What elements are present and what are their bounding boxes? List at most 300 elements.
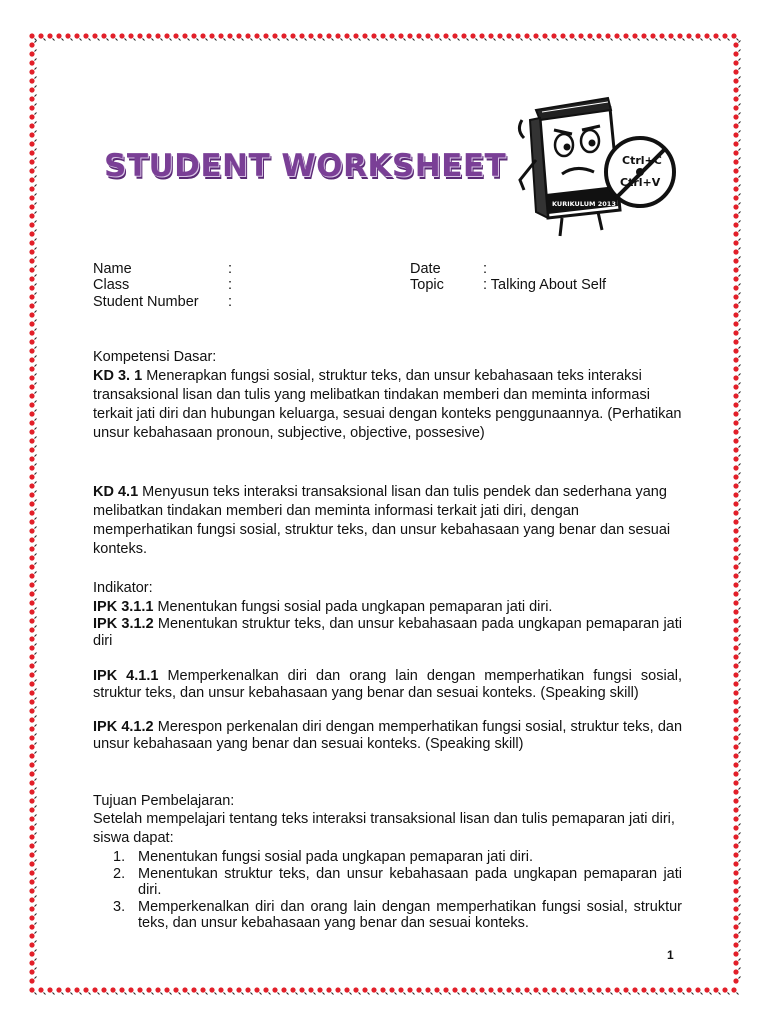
border-dot <box>29 897 34 902</box>
border-dot <box>733 978 738 983</box>
border-dot <box>29 303 34 308</box>
border-dot <box>733 924 738 929</box>
border-pin <box>739 590 741 592</box>
border-dot <box>605 33 610 38</box>
border-dot <box>29 447 34 452</box>
border-pin <box>494 993 496 995</box>
border-dot <box>713 33 718 38</box>
border-pin <box>739 779 741 781</box>
border-pin <box>739 284 741 286</box>
border-pin <box>539 993 541 995</box>
ipk-4-1-1-code: IPK 4.1.1 <box>93 668 159 684</box>
border-pin <box>739 275 741 277</box>
border-dot <box>218 987 223 992</box>
border-dot <box>733 438 738 443</box>
border-dot <box>632 987 637 992</box>
border-dot <box>155 33 160 38</box>
border-dot <box>245 987 250 992</box>
border-dot <box>137 33 142 38</box>
border-pin <box>224 993 226 995</box>
border-pin <box>739 563 741 565</box>
list-item-text: Menentukan fungsi sosial pada ungkapan pemaparan jati diri. <box>138 849 533 865</box>
border-dot <box>733 105 738 110</box>
border-dot <box>29 843 34 848</box>
border-pin <box>35 941 37 943</box>
border-dot <box>733 195 738 200</box>
border-pin <box>739 959 741 961</box>
border-dot <box>317 33 322 38</box>
border-pin <box>197 993 199 995</box>
border-pin <box>107 39 109 41</box>
border-pin <box>296 993 298 995</box>
border-dot <box>461 987 466 992</box>
border-pin <box>575 993 577 995</box>
border-dot <box>614 33 619 38</box>
border-dot <box>641 987 646 992</box>
border-dot <box>29 402 34 407</box>
border-pin <box>35 248 37 250</box>
border-dot <box>65 33 70 38</box>
border-pin <box>35 113 37 115</box>
border-pin <box>323 993 325 995</box>
border-pin <box>719 993 721 995</box>
border-dot <box>733 681 738 686</box>
border-dot <box>56 987 61 992</box>
kd-3-1-code: KD 3. 1 <box>93 368 143 384</box>
border-dot <box>733 366 738 371</box>
border-pin <box>739 716 741 718</box>
border-dot <box>317 987 322 992</box>
border-dot <box>578 987 583 992</box>
border-pin <box>35 752 37 754</box>
border-pin <box>739 671 741 673</box>
border-dot <box>587 33 592 38</box>
border-dot <box>733 699 738 704</box>
border-dot <box>733 312 738 317</box>
border-dot <box>733 672 738 677</box>
border-pin <box>739 473 741 475</box>
border-dot <box>29 510 34 515</box>
border-pin <box>170 993 172 995</box>
border-pin <box>35 59 37 61</box>
ipk-3-1-2-paragraph <box>93 616 682 650</box>
border-pin <box>71 39 73 41</box>
border-pin <box>739 338 741 340</box>
border-dot <box>733 456 738 461</box>
border-dot <box>733 843 738 848</box>
border-dot <box>74 33 79 38</box>
border-dot <box>398 987 403 992</box>
border-dot <box>29 339 34 344</box>
border-dot <box>733 303 738 308</box>
border-dot <box>209 987 214 992</box>
border-pin <box>35 608 37 610</box>
border-dot <box>733 618 738 623</box>
border-dot <box>733 87 738 92</box>
border-pin <box>739 644 741 646</box>
border-dot <box>29 681 34 686</box>
border-pin <box>197 39 199 41</box>
border-pin <box>739 698 741 700</box>
border-dot <box>29 33 34 38</box>
border-pin <box>350 993 352 995</box>
border-pin <box>739 437 741 439</box>
border-dot <box>524 33 529 38</box>
border-dot <box>29 717 34 722</box>
border-pin <box>458 39 460 41</box>
border-dot <box>47 33 52 38</box>
border-pin <box>575 39 577 41</box>
border-dot <box>29 177 34 182</box>
border-pin <box>377 39 379 41</box>
border-pin <box>584 39 586 41</box>
border-dot <box>695 33 700 38</box>
border-pin <box>739 932 741 934</box>
student-number-label: Student Number <box>93 294 199 310</box>
border-dot <box>92 33 97 38</box>
border-dot <box>733 465 738 470</box>
border-dot <box>425 33 430 38</box>
border-dot <box>83 987 88 992</box>
ipk-3-1-1-paragraph <box>93 599 682 616</box>
border-pin <box>35 77 37 79</box>
border-dot <box>308 987 313 992</box>
border-pin <box>739 419 741 421</box>
border-pin <box>35 536 37 538</box>
border-pin <box>35 869 37 871</box>
border-dot <box>29 348 34 353</box>
border-dot <box>164 33 169 38</box>
border-dot <box>254 987 259 992</box>
border-pin <box>35 68 37 70</box>
border-pin <box>404 39 406 41</box>
border-pin <box>35 203 37 205</box>
border-pin <box>35 734 37 736</box>
border-dot <box>29 816 34 821</box>
border-pin <box>98 993 100 995</box>
border-pin <box>35 86 37 88</box>
border-dot <box>416 987 421 992</box>
border-dot <box>29 951 34 956</box>
border-dot <box>29 483 34 488</box>
border-dot <box>29 924 34 929</box>
border-pin <box>739 788 741 790</box>
border-pin <box>35 977 37 979</box>
border-pin <box>35 50 37 52</box>
border-dot <box>29 141 34 146</box>
border-pin <box>739 725 741 727</box>
border-dot <box>416 33 421 38</box>
border-dot <box>733 186 738 191</box>
ipk-4-1-1-paragraph <box>93 668 682 702</box>
border-pin <box>739 824 741 826</box>
border-pin <box>260 993 262 995</box>
border-pin <box>35 293 37 295</box>
border-pin <box>739 896 741 898</box>
border-pin <box>35 815 37 817</box>
border-dot <box>650 987 655 992</box>
border-dot <box>733 564 738 569</box>
class-colon: : <box>228 277 233 293</box>
border-pin <box>739 455 741 457</box>
border-dot <box>733 285 738 290</box>
border-dot <box>733 60 738 65</box>
border-pin <box>35 140 37 142</box>
border-pin <box>611 39 613 41</box>
kompetensi-heading: Kompetensi Dasar: <box>93 349 217 365</box>
list-item-text: Menentukan struktur teks, dan unsur kebahasaan pada ungkapan pemaparan jati diri. <box>138 865 682 898</box>
border-pin <box>485 39 487 41</box>
border-pin <box>530 993 532 995</box>
border-dot <box>29 240 34 245</box>
border-dot <box>733 654 738 659</box>
border-dot <box>533 33 538 38</box>
border-pin <box>739 941 741 943</box>
border-dot <box>173 33 178 38</box>
border-dot <box>29 249 34 254</box>
border-dot <box>733 114 738 119</box>
border-dot <box>29 384 34 389</box>
border-dot <box>362 987 367 992</box>
border-pin <box>35 905 37 907</box>
border-dot <box>29 456 34 461</box>
border-dot <box>488 33 493 38</box>
border-pin <box>35 680 37 682</box>
border-pin <box>35 581 37 583</box>
border-dot <box>407 987 412 992</box>
border-dot <box>733 888 738 893</box>
border-dot <box>29 96 34 101</box>
border-pin <box>35 221 37 223</box>
border-pin <box>739 221 741 223</box>
border-pin <box>739 923 741 925</box>
border-pin <box>35 104 37 106</box>
border-dot <box>263 987 268 992</box>
border-pin <box>35 338 37 340</box>
border-pin <box>35 923 37 925</box>
border-pin <box>739 914 741 916</box>
border-pin <box>710 39 712 41</box>
border-pin <box>224 39 226 41</box>
border-dot <box>83 33 88 38</box>
border-pin <box>739 851 741 853</box>
border-dot <box>29 771 34 776</box>
border-dot <box>29 204 34 209</box>
border-dot <box>733 240 738 245</box>
border-pin <box>44 993 46 995</box>
border-dot <box>29 690 34 695</box>
border-dot <box>389 33 394 38</box>
border-pin <box>350 39 352 41</box>
border-pin <box>35 149 37 151</box>
border-pin <box>739 842 741 844</box>
border-dot <box>452 33 457 38</box>
border-pin <box>359 39 361 41</box>
border-dot <box>731 987 736 992</box>
border-dot <box>29 825 34 830</box>
border-dot <box>733 555 738 560</box>
border-dot <box>236 987 241 992</box>
border-dot <box>29 105 34 110</box>
border-dot <box>29 393 34 398</box>
border-pin <box>431 39 433 41</box>
border-pin <box>739 689 741 691</box>
border-dot <box>677 33 682 38</box>
border-pin <box>233 39 235 41</box>
border-pin <box>719 39 721 41</box>
border-pin <box>602 993 604 995</box>
border-dot <box>733 267 738 272</box>
border-pin <box>35 896 37 898</box>
border-dot <box>704 987 709 992</box>
border-dot <box>733 960 738 965</box>
border-pin <box>611 993 613 995</box>
border-pin <box>476 993 478 995</box>
border-pin <box>35 230 37 232</box>
kd-4-1-text: Menyusun teks interaksi transaksional lisan dan tulis pendek dan sederhana yang melibatkan tindakan memberi dan meminta informasi terkait jati diri, dengan memperhatikan fungsi sosial, struktur teks, dan unsur kebahasaan yang benar dan sesuai konteks. <box>93 484 671 557</box>
border-pin <box>629 993 631 995</box>
border-dot <box>29 564 34 569</box>
border-dot <box>227 33 232 38</box>
border-pin <box>440 993 442 995</box>
border-dot <box>560 987 565 992</box>
border-dot <box>733 222 738 227</box>
border-dot <box>497 33 502 38</box>
border-dot <box>182 33 187 38</box>
border-pin <box>739 662 741 664</box>
border-dot <box>650 33 655 38</box>
kd-4-1-code: KD 4.1 <box>93 484 139 500</box>
border-dot <box>218 33 223 38</box>
border-pin <box>35 590 37 592</box>
border-dot <box>722 987 727 992</box>
border-dot <box>733 357 738 362</box>
list-item-number: 2. <box>113 865 126 882</box>
kd-4-1-paragraph <box>93 483 682 559</box>
border-pin <box>35 617 37 619</box>
border-dot <box>29 366 34 371</box>
border-pin <box>152 39 154 41</box>
border-dot <box>236 33 241 38</box>
border-dot <box>29 834 34 839</box>
border-dot <box>128 987 133 992</box>
border-pin <box>53 39 55 41</box>
border-dot <box>29 132 34 137</box>
border-pin <box>413 39 415 41</box>
border-pin <box>35 464 37 466</box>
border-dot <box>733 726 738 731</box>
border-pin <box>739 545 741 547</box>
border-dot <box>733 771 738 776</box>
border-pin <box>251 39 253 41</box>
border-dot <box>733 168 738 173</box>
border-pin <box>35 644 37 646</box>
border-pin <box>35 707 37 709</box>
border-dot <box>290 987 295 992</box>
border-dot <box>38 33 43 38</box>
border-pin <box>739 311 741 313</box>
border-pin <box>739 257 741 259</box>
border-dot <box>29 78 34 83</box>
border-pin <box>739 581 741 583</box>
date-label: Date <box>410 261 441 277</box>
border-pin <box>739 203 741 205</box>
border-pin <box>161 39 163 41</box>
border-pin <box>242 993 244 995</box>
border-dot <box>659 33 664 38</box>
border-dot <box>344 33 349 38</box>
border-dot <box>733 429 738 434</box>
border-pin <box>35 950 37 952</box>
border-dot <box>434 987 439 992</box>
border-dot <box>578 33 583 38</box>
border-dot <box>29 708 34 713</box>
border-dot <box>29 546 34 551</box>
border-dot <box>733 600 738 605</box>
border-pin <box>35 428 37 430</box>
border-pin <box>557 39 559 41</box>
border-dot <box>623 987 628 992</box>
border-pin <box>89 993 91 995</box>
border-dot <box>733 492 738 497</box>
border-dot <box>29 465 34 470</box>
border-dot <box>733 69 738 74</box>
border-dot <box>29 735 34 740</box>
mascot-ctrl-c-text: Ctrl+C <box>622 154 662 167</box>
border-dot <box>29 852 34 857</box>
border-dot <box>733 933 738 938</box>
border-pin <box>739 635 741 637</box>
border-dot <box>29 195 34 200</box>
border-pin <box>476 39 478 41</box>
border-dot <box>254 33 259 38</box>
border-pin <box>701 993 703 995</box>
border-pin <box>739 77 741 79</box>
border-dot <box>733 96 738 101</box>
border-pin <box>323 39 325 41</box>
border-dot <box>29 960 34 965</box>
border-dot <box>290 33 295 38</box>
border-pin <box>739 95 741 97</box>
name-label: Name <box>93 261 132 277</box>
border-dot <box>29 942 34 947</box>
border-dot <box>731 33 736 38</box>
border-dot <box>29 753 34 758</box>
border-dot <box>29 294 34 299</box>
border-pin <box>35 257 37 259</box>
border-pin <box>35 545 37 547</box>
border-pin <box>739 464 741 466</box>
border-pin <box>62 993 64 995</box>
border-pin <box>80 39 82 41</box>
border-dot <box>668 987 673 992</box>
border-dot <box>119 987 124 992</box>
border-pin <box>35 482 37 484</box>
border-pin <box>521 39 523 41</box>
border-dot <box>29 213 34 218</box>
border-dot <box>461 33 466 38</box>
ipk-3-1-1-text: Menentukan fungsi sosial pada ungkapan pemaparan jati diri. <box>153 599 553 615</box>
border-dot <box>733 231 738 236</box>
border-pin <box>739 878 741 880</box>
border-dot <box>29 573 34 578</box>
border-dot <box>29 114 34 119</box>
border-dot <box>29 870 34 875</box>
border-pin <box>739 518 741 520</box>
border-dot <box>733 825 738 830</box>
border-pin <box>35 671 37 673</box>
border-dot <box>596 987 601 992</box>
